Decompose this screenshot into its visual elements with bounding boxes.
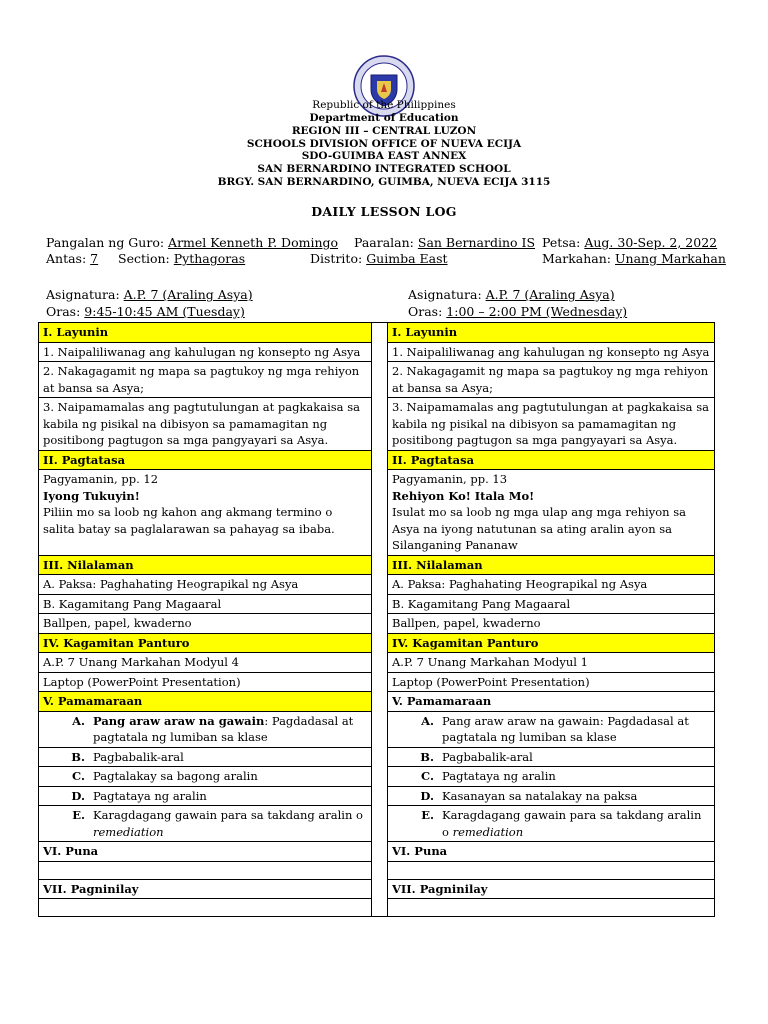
- left-step-e: [39, 806, 372, 842]
- step-a-lead: Pang araw araw na gawain: [93, 713, 265, 728]
- page-title: DAILY LESSON LOG: [311, 204, 457, 219]
- antas-label: Antas:: [46, 251, 87, 266]
- distrito-label: Distrito:: [310, 251, 363, 266]
- left-layunin-3: 3. Naipamamalas ang pagtutulungan at pagkakaisa sa kabila ng pisikal na dibisyon sa pamamagitan ng positibong pagtugon sa mga pangyayari sa Asya.: [39, 398, 372, 451]
- right-step-d: [388, 786, 715, 806]
- right-layunin-2: 2. Nakagagamit ng mapa sa pagtukoy ng mga rehiyon at bansa sa Asya;: [388, 362, 715, 398]
- left-kagamitan: B. Kagamitang Pang Magaaral: [39, 594, 372, 614]
- left-pagtatasa-cell: [39, 470, 372, 556]
- step-letter: A.: [72, 713, 85, 728]
- petsa-label: Petsa:: [542, 235, 581, 250]
- left-asig-label: Asignatura:: [46, 287, 120, 302]
- layunin-header-row: [39, 323, 715, 343]
- left-paksa: A. Paksa: Paghahating Heograpikal ng Asya: [39, 575, 372, 595]
- paaralan-field: [354, 235, 535, 250]
- step-letter: B.: [420, 749, 434, 764]
- right-panturo-header: IV. Kagamitan Panturo: [388, 633, 715, 653]
- step-b-text: Pagbabalik-aral: [93, 749, 184, 764]
- column-gap: [372, 323, 388, 917]
- left-materials: Ballpen, papel, kwaderno: [39, 614, 372, 634]
- right-modyul: A.P. 7 Unang Markahan Modyul 1: [388, 653, 715, 673]
- markahan-field: [542, 251, 726, 266]
- petsa-field: [542, 235, 717, 250]
- step-e-em: remediation: [452, 824, 524, 839]
- section-field: [118, 251, 245, 266]
- markahan-value: Unang Markahan: [615, 251, 726, 266]
- left-oras-label: Oras:: [46, 304, 81, 319]
- left-laptop: Laptop (PowerPoint Presentation): [39, 672, 372, 692]
- left-pamamaraan-header: V. Pamamaraan: [39, 692, 372, 712]
- right-paksa: A. Paksa: Paghahating Heograpikal ng Asya: [388, 575, 715, 595]
- right-layunin-1: 1. Naipaliliwanag ang kahulugan ng konsepto ng Asya: [388, 342, 715, 362]
- right-pamamaraan-header: V. Pamamaraan: [388, 692, 715, 712]
- left-pagninilay-cell[interactable]: [39, 899, 372, 917]
- right-puna-cell[interactable]: [388, 861, 715, 879]
- right-kagamitan: B. Kagamitang Pang Magaaral: [388, 594, 715, 614]
- step-letter: B.: [71, 749, 85, 764]
- left-step-a: [39, 711, 372, 747]
- right-asig-label: Asignatura:: [408, 287, 482, 302]
- right-step-c: [388, 767, 715, 787]
- right-pagninilay-header: VII. Pagninilay: [388, 879, 715, 899]
- guro-value: Armel Kenneth P. Domingo: [168, 235, 339, 250]
- step-letter: C.: [421, 769, 434, 783]
- header-address: BRGY. SAN BERNARDINO, GUIMBA, NUEVA ECIJA 3115: [217, 176, 551, 188]
- header-school: SAN BERNARDINO INTEGRATED SCHOOL: [257, 163, 511, 175]
- step-a-text: : Pagdadasal at pagtatala ng lumiban sa klase: [93, 713, 354, 744]
- paaralan-label: Paaralan:: [354, 235, 414, 250]
- section-value: Pythagoras: [173, 251, 246, 266]
- distrito-value: Guimba East: [366, 251, 448, 266]
- lesson-log-table: [38, 322, 715, 917]
- right-materials: Ballpen, papel, kwaderno: [388, 614, 715, 634]
- left-layunin-1: 1. Naipaliliwanag ang kahulugan ng konsepto ng Asya: [39, 342, 372, 362]
- right-pagtatasa-ref: Pagyamanin, pp. 13: [392, 472, 508, 486]
- guro-label: Pangalan ng Guro:: [46, 235, 165, 250]
- header-sdo: SDO-GUIMBA EAST ANNEX: [301, 150, 467, 162]
- step-d-text: Pagtataya ng aralin: [93, 788, 207, 803]
- left-layunin-header: I. Layunin: [39, 323, 372, 343]
- paaralan-value: San Bernardino IS: [417, 235, 536, 250]
- left-puna-header: VI. Puna: [39, 842, 372, 862]
- step-e-em: remediation: [93, 824, 164, 839]
- right-asignatura: [408, 287, 615, 302]
- step-letter: D.: [71, 788, 85, 803]
- right-layunin-3: 3. Naipamamalas ang pagtutulungan at pagkakaisa sa kabila ng pisikal na dibisyon sa pamamagitan ng positibong pagtugon sa mga pangyayari sa Asya.: [388, 398, 715, 451]
- right-step-e: [388, 806, 715, 842]
- step-d-text: Kasanayan sa natalakay na paksa: [442, 788, 638, 803]
- step-c-text: Pagtataya ng aralin: [442, 769, 556, 783]
- right-pagtatasa-cell: [388, 470, 715, 556]
- step-e-text: Karagdagang gawain para sa takdang aralin o: [93, 808, 363, 822]
- header-republic: Republic of the Philippines: [312, 99, 456, 111]
- step-b-text: Pagbabalik-aral: [442, 749, 533, 764]
- left-step-d: [39, 786, 372, 806]
- right-oras: [408, 304, 627, 319]
- left-panturo-header: IV. Kagamitan Panturo: [39, 633, 372, 653]
- right-pagninilay-cell[interactable]: [388, 899, 715, 917]
- left-modyul: A.P. 7 Unang Markahan Modyul 4: [39, 653, 372, 673]
- right-layunin-header: I. Layunin: [388, 323, 715, 343]
- left-oras: [46, 304, 245, 319]
- left-pagtatasa-header: II. Pagtatasa: [39, 450, 372, 470]
- antas-field: [46, 251, 98, 266]
- right-pagtatasa-text: Isulat mo sa loob ng mga ulap ang mga rehiyon sa Asya na iyong natutunan sa ating aralin ayon sa Silanganing Pananaw: [392, 505, 686, 552]
- antas-value: 7: [90, 251, 99, 266]
- distrito-field: [310, 251, 448, 266]
- right-oras-value: 1:00 – 2:00 PM (Wednesday): [446, 304, 628, 319]
- left-puna-cell[interactable]: [39, 861, 372, 879]
- right-step-b: [388, 747, 715, 767]
- right-asig-value: A.P. 7 (Araling Asya): [485, 287, 615, 302]
- step-a-text: Pang araw araw na gawain: Pagdadasal at pagtatala ng lumiban sa klase: [442, 713, 689, 744]
- left-asignatura: [46, 287, 253, 302]
- step-letter: D.: [420, 788, 434, 803]
- step-e-text: Karagdagang gawain para sa takdang aralin o: [442, 808, 702, 839]
- header-region: REGION III – CENTRAL LUZON: [291, 125, 477, 137]
- left-asig-value: A.P. 7 (Araling Asya): [123, 287, 253, 302]
- petsa-value: Aug. 30-Sep. 2, 2022: [584, 235, 718, 250]
- left-step-c: [39, 767, 372, 787]
- step-letter: E.: [72, 808, 85, 822]
- right-laptop: Laptop (PowerPoint Presentation): [388, 672, 715, 692]
- step-letter: C.: [72, 769, 85, 783]
- markahan-label: Markahan:: [542, 251, 612, 266]
- right-pagtatasa-title: Rehiyon Ko! Itala Mo!: [392, 488, 535, 503]
- section-label: Section:: [118, 251, 170, 266]
- right-pagtatasa-header: II. Pagtatasa: [388, 450, 715, 470]
- header-division: SCHOOLS DIVISION OFFICE OF NUEVA ECIJA: [246, 138, 522, 150]
- header-department: Department of Education: [309, 112, 459, 124]
- step-letter: E.: [421, 808, 434, 822]
- left-pagninilay-header: VII. Pagninilay: [39, 879, 372, 899]
- left-oras-value: 9:45-10:45 AM (Tuesday): [84, 304, 245, 319]
- step-c-text: Pagtalakay sa bagong aralin: [93, 769, 258, 783]
- left-nilalaman-header: III. Nilalaman: [39, 555, 372, 575]
- left-pagtatasa-ref: Pagyamanin, pp. 12: [43, 472, 159, 486]
- left-step-b: [39, 747, 372, 767]
- step-letter: A.: [421, 713, 434, 728]
- left-layunin-2: 2. Nakagagamit ng mapa sa pagtukoy ng mga rehiyon at bansa sa Asya;: [39, 362, 372, 398]
- right-puna-header: VI. Puna: [388, 842, 715, 862]
- guro-field: [46, 235, 338, 250]
- left-pagtatasa-text: Piliin mo sa loob ng kahon ang akmang termino o salita batay sa paglalarawan sa pahayag sa ibaba.: [43, 505, 335, 536]
- right-step-a: [388, 711, 715, 747]
- left-pagtatasa-title: Iyong Tukuyin!: [43, 488, 140, 503]
- right-oras-label: Oras:: [408, 304, 443, 319]
- right-nilalaman-header: III. Nilalaman: [388, 555, 715, 575]
